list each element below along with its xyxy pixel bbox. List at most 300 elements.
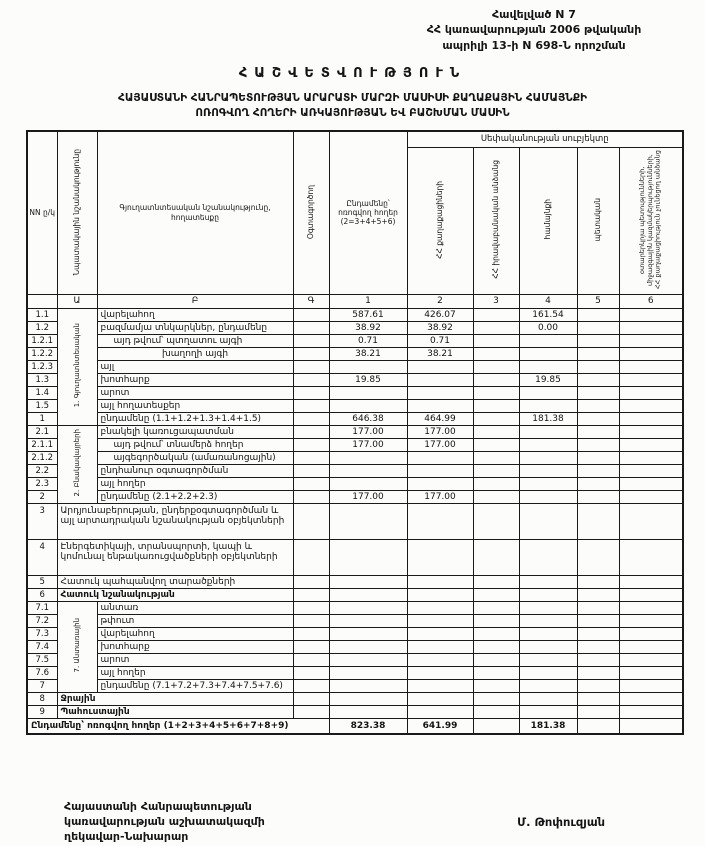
table-row xyxy=(27,640,683,653)
value-cell-3 xyxy=(473,412,519,425)
value-cell-2: 177.00 xyxy=(407,425,473,438)
user-cell xyxy=(293,666,329,679)
value-cell-6 xyxy=(619,503,683,539)
group-label-cell xyxy=(57,601,97,692)
value-cell-5 xyxy=(577,347,619,360)
value-cell-3 xyxy=(473,588,519,601)
header-row-ownership xyxy=(27,131,683,147)
col-header-land-type: Գյուղատնտեսական նշանակությունը, հողատեսքը xyxy=(97,131,293,294)
row-number-cell: 1.1 xyxy=(27,308,57,321)
col-header-legal xyxy=(473,147,519,294)
value-cell-1 xyxy=(329,588,407,601)
row-label-cell: Հատուկ պահպանվող տարածքների xyxy=(57,575,293,588)
value-cell-6 xyxy=(619,614,683,627)
value-cell-1: 38.21 xyxy=(329,347,407,360)
value-cell-3 xyxy=(473,425,519,438)
value-cell-6 xyxy=(619,399,683,412)
value-cell-1 xyxy=(329,705,407,718)
value-cell-3 xyxy=(473,464,519,477)
row-number-cell: 2.1.2 xyxy=(27,451,57,464)
value-cell-4 xyxy=(519,425,577,438)
value-cell-6 xyxy=(619,451,683,464)
user-cell xyxy=(293,588,329,601)
signature-title-line-2: կառավարության աշխատակազմի xyxy=(64,814,265,828)
purpose-header-text: Նպատակային նշանակությունը xyxy=(71,148,81,275)
value-cell-4 xyxy=(519,477,577,490)
appendix-block xyxy=(379,7,689,53)
value-cell-3 xyxy=(473,399,519,412)
value-cell-5 xyxy=(577,399,619,412)
user-cell xyxy=(293,627,329,640)
value-cell-5 xyxy=(577,640,619,653)
row-label-cell: բնակելի կառուցապատման xyxy=(97,425,293,438)
row-label-cell: Արդյունաբերության, ընդերքօգտագործման և այլ արտադրական նշանակության օբյեկտների xyxy=(57,503,293,539)
row-number-cell: 1.2 xyxy=(27,321,57,334)
value-cell-5 xyxy=(577,666,619,679)
row-label-cell: թփուտ xyxy=(97,614,293,627)
value-cell-3 xyxy=(473,539,519,575)
letter-cell-2: 2 xyxy=(407,294,473,308)
row-number-cell: 9 xyxy=(27,705,57,718)
row-label-cell: այլ հողեր xyxy=(97,477,293,490)
table-row xyxy=(27,588,683,601)
group-label-cell xyxy=(57,308,97,425)
user-cell xyxy=(293,539,329,575)
row-label-cell: խոտհարք xyxy=(97,373,293,386)
value-cell-6 xyxy=(619,679,683,692)
value-cell-4: 161.54 xyxy=(519,308,577,321)
letter-cell-5: 5 xyxy=(577,294,619,308)
subtitle-line-1: ՀԱՅԱՍՏԱՆԻ ՀԱՆՐԱՊԵՏՈՒԹՅԱՆ ԱՐԱՐԱՏԻ ՄԱՐԶԻ ՄԱՍԻՍԻ ՔԱՂԱՔԱՅԻՆ ՀԱՄԱՅՆՔԻ xyxy=(117,92,588,104)
value-cell-6 xyxy=(619,718,683,734)
value-cell-6 xyxy=(619,360,683,373)
value-cell-2: 464.99 xyxy=(407,412,473,425)
value-cell-6 xyxy=(619,653,683,666)
row-number-cell: 7.4 xyxy=(27,640,57,653)
value-cell-4 xyxy=(519,451,577,464)
value-cell-4 xyxy=(519,640,577,653)
table-row xyxy=(27,477,683,490)
row-label-cell: Էներգետիկայի, տրանսպորտի, կապի և կոմունալ ենթակառուցվածքների օբյեկտների xyxy=(57,539,293,575)
value-cell-3 xyxy=(473,347,519,360)
table-row xyxy=(27,360,683,373)
row-number-cell: 1.3 xyxy=(27,373,57,386)
row-label-cell: ընդամենը (1.1+1.2+1.3+1.4+1.5) xyxy=(97,412,293,425)
row-label-cell: վարելահող xyxy=(97,308,293,321)
value-cell-5 xyxy=(577,412,619,425)
value-cell-2 xyxy=(407,373,473,386)
value-cell-3 xyxy=(473,490,519,503)
value-cell-1 xyxy=(329,399,407,412)
value-cell-6 xyxy=(619,601,683,614)
group-label-cell xyxy=(57,425,97,503)
signature-title xyxy=(64,800,265,845)
table-row xyxy=(27,503,683,539)
group-label: 7. Անտառային xyxy=(72,617,81,673)
value-cell-1 xyxy=(329,539,407,575)
value-cell-4 xyxy=(519,464,577,477)
table-row xyxy=(27,347,683,360)
user-cell xyxy=(293,308,329,321)
table-row xyxy=(27,412,683,425)
value-cell-2: 177.00 xyxy=(407,490,473,503)
value-cell-4: 181.38 xyxy=(519,718,577,734)
value-cell-5 xyxy=(577,386,619,399)
value-cell-4 xyxy=(519,679,577,692)
table-row xyxy=(27,438,683,451)
user-cell xyxy=(293,464,329,477)
value-cell-5 xyxy=(577,705,619,718)
table-row xyxy=(27,373,683,386)
value-cell-5 xyxy=(577,679,619,692)
value-cell-3 xyxy=(473,666,519,679)
row-label-cell: խոտհարք xyxy=(97,640,293,653)
value-cell-3 xyxy=(473,321,519,334)
value-cell-3 xyxy=(473,575,519,588)
row-number-cell: 1 xyxy=(27,412,57,425)
value-cell-1 xyxy=(329,464,407,477)
value-cell-2 xyxy=(407,601,473,614)
col-header-community xyxy=(519,147,577,294)
table-row xyxy=(27,451,683,464)
row-number-cell: 7.6 xyxy=(27,666,57,679)
value-cell-2 xyxy=(407,451,473,464)
subtitle-line-2: ՈՌՈԳՎՈՂ ՀՈՂԵՐԻ ԱՌԿԱՅՈՒԹՅԱՆ ԵՎ ԲԱՇԽՄԱՆ ՄԱՍԻՆ xyxy=(195,107,510,120)
value-cell-4 xyxy=(519,588,577,601)
value-cell-5 xyxy=(577,588,619,601)
value-cell-6 xyxy=(619,490,683,503)
row-label-cell: խաղողի այգի xyxy=(97,347,293,360)
value-cell-1 xyxy=(329,503,407,539)
row-number-cell: 2.3 xyxy=(27,477,57,490)
value-cell-4 xyxy=(519,627,577,640)
value-cell-3 xyxy=(473,334,519,347)
value-cell-2 xyxy=(407,477,473,490)
value-cell-2 xyxy=(407,627,473,640)
value-cell-5 xyxy=(577,373,619,386)
row-label-cell: Պահուստային xyxy=(57,705,293,718)
value-cell-4 xyxy=(519,334,577,347)
user-cell xyxy=(293,451,329,464)
row-label-cell: Ջրային xyxy=(57,692,293,705)
value-cell-4 xyxy=(519,614,577,627)
letter-cell-6: 6 xyxy=(619,294,683,308)
row-number-cell: 5 xyxy=(27,575,57,588)
user-cell xyxy=(293,334,329,347)
value-cell-4 xyxy=(519,653,577,666)
value-cell-3 xyxy=(473,601,519,614)
row-label-cell: ընդհանուր օգտագործման xyxy=(97,464,293,477)
col-header-citizens xyxy=(407,147,473,294)
value-cell-6 xyxy=(619,627,683,640)
table-row xyxy=(27,334,683,347)
community-header-text: համայնքի xyxy=(542,199,552,240)
value-cell-6 xyxy=(619,588,683,601)
value-cell-2 xyxy=(407,614,473,627)
user-cell xyxy=(293,640,329,653)
user-cell xyxy=(293,386,329,399)
value-cell-6 xyxy=(619,321,683,334)
value-cell-2 xyxy=(407,503,473,539)
letter-cell-empty xyxy=(27,294,57,308)
value-cell-3 xyxy=(473,373,519,386)
letter-cell-g: Գ xyxy=(293,294,329,308)
value-cell-5 xyxy=(577,614,619,627)
value-cell-6 xyxy=(619,412,683,425)
user-cell xyxy=(293,438,329,451)
row-number-cell: 1.2.1 xyxy=(27,334,57,347)
table-row xyxy=(27,679,683,692)
value-cell-3 xyxy=(473,640,519,653)
value-cell-2: 38.92 xyxy=(407,321,473,334)
col-header-purpose xyxy=(57,131,97,294)
value-cell-1 xyxy=(329,653,407,666)
row-label-cell: այգեգործական (ամառանոցային) xyxy=(97,451,293,464)
user-cell xyxy=(293,399,329,412)
value-cell-2 xyxy=(407,679,473,692)
value-cell-1 xyxy=(329,627,407,640)
legal-header-text: ՀՀ իրավաբանական անձանց xyxy=(490,160,500,279)
user-cell xyxy=(293,477,329,490)
value-cell-2 xyxy=(407,666,473,679)
row-number-cell: 2 xyxy=(27,490,57,503)
value-cell-5 xyxy=(577,490,619,503)
group-label: 1. Գյուղատնտեսական xyxy=(72,322,81,408)
row-label-cell: այլ հողեր xyxy=(97,666,293,679)
value-cell-4: 19.85 xyxy=(519,373,577,386)
value-cell-1 xyxy=(329,601,407,614)
value-cell-3 xyxy=(473,503,519,539)
value-cell-1 xyxy=(329,477,407,490)
user-cell xyxy=(293,679,329,692)
value-cell-1: 177.00 xyxy=(329,490,407,503)
value-cell-1: 0.71 xyxy=(329,334,407,347)
value-cell-6 xyxy=(619,334,683,347)
row-number-cell: 7.2 xyxy=(27,614,57,627)
value-cell-5 xyxy=(577,653,619,666)
value-cell-5 xyxy=(577,360,619,373)
report-table xyxy=(26,130,684,735)
value-cell-2: 38.21 xyxy=(407,347,473,360)
value-cell-1 xyxy=(329,575,407,588)
value-cell-6 xyxy=(619,386,683,399)
value-cell-1: 587.61 xyxy=(329,308,407,321)
value-cell-5 xyxy=(577,503,619,539)
value-cell-5 xyxy=(577,692,619,705)
row-number-cell: 1.4 xyxy=(27,386,57,399)
value-cell-4 xyxy=(519,539,577,575)
value-cell-2 xyxy=(407,575,473,588)
value-cell-5 xyxy=(577,308,619,321)
row-label-cell: վարելահող xyxy=(97,627,293,640)
value-cell-5 xyxy=(577,718,619,734)
value-cell-1 xyxy=(329,451,407,464)
value-cell-5 xyxy=(577,334,619,347)
user-cell xyxy=(293,321,329,334)
signature-name: Մ. Թոփուզյան xyxy=(517,815,605,830)
value-cell-2: 177.00 xyxy=(407,438,473,451)
row-label-cell: Հատուկ նշանակության xyxy=(57,588,293,601)
table-row xyxy=(27,666,683,679)
value-cell-2: 0.71 xyxy=(407,334,473,347)
value-cell-3 xyxy=(473,360,519,373)
row-label-cell: արոտ xyxy=(97,653,293,666)
row-label-cell: արոտ xyxy=(97,386,293,399)
table-row xyxy=(27,308,683,321)
value-cell-2 xyxy=(407,464,473,477)
value-cell-3 xyxy=(473,477,519,490)
value-cell-4 xyxy=(519,575,577,588)
value-cell-4: 0.00 xyxy=(519,321,577,334)
value-cell-3 xyxy=(473,653,519,666)
row-label-cell: այլ xyxy=(97,360,293,373)
value-cell-2 xyxy=(407,588,473,601)
letter-cell-b: Բ xyxy=(97,294,293,308)
row-number-cell: 2.1.1 xyxy=(27,438,57,451)
row-label-cell: այլ հողատեսքեր xyxy=(97,399,293,412)
table-row xyxy=(27,464,683,477)
foreign-header-text: օտարերկրյա պետությունների, միջազգային կազմակերպությունների, ՀՀ քաղաքացիություն չունեցող անձանց xyxy=(638,150,662,289)
value-cell-1 xyxy=(329,679,407,692)
signature-title-line-1: Հայաստանի Հանրապետության xyxy=(64,800,252,813)
row-number-cell: 2.1 xyxy=(27,425,57,438)
value-cell-3 xyxy=(473,308,519,321)
group-label: 2. Բնակավայրերի xyxy=(72,428,81,497)
col-header-total: Ընդամենը՝ ոռոգվող հողեր (2=3+4+5+6) xyxy=(329,131,407,294)
value-cell-2 xyxy=(407,399,473,412)
value-cell-5 xyxy=(577,575,619,588)
value-cell-6 xyxy=(619,373,683,386)
value-cell-2 xyxy=(407,705,473,718)
letter-cell-a: Ա xyxy=(57,294,97,308)
value-cell-1 xyxy=(329,360,407,373)
table-row xyxy=(27,386,683,399)
letter-cell-4: 4 xyxy=(519,294,577,308)
value-cell-5 xyxy=(577,477,619,490)
value-cell-4 xyxy=(519,438,577,451)
row-number-cell: 4 xyxy=(27,539,57,575)
value-cell-1: 19.85 xyxy=(329,373,407,386)
value-cell-2 xyxy=(407,539,473,575)
value-cell-3 xyxy=(473,718,519,734)
value-cell-1: 646.38 xyxy=(329,412,407,425)
table-row xyxy=(27,705,683,718)
value-cell-6 xyxy=(619,438,683,451)
col-header-user xyxy=(293,131,329,294)
value-cell-2: 426.07 xyxy=(407,308,473,321)
row-number-cell: 7.1 xyxy=(27,601,57,614)
row-number-cell: 7.5 xyxy=(27,653,57,666)
state-header-text: պետական xyxy=(592,197,602,242)
row-number-cell: 6 xyxy=(27,588,57,601)
value-cell-6 xyxy=(619,539,683,575)
user-cell xyxy=(293,653,329,666)
user-cell xyxy=(293,412,329,425)
row-number-cell: 3 xyxy=(27,503,57,539)
value-cell-2 xyxy=(407,386,473,399)
value-cell-6 xyxy=(619,308,683,321)
value-cell-5 xyxy=(577,539,619,575)
value-cell-4 xyxy=(519,666,577,679)
value-cell-6 xyxy=(619,347,683,360)
value-cell-5 xyxy=(577,438,619,451)
table-row xyxy=(27,321,683,334)
value-cell-2 xyxy=(407,640,473,653)
row-number-cell: 7 xyxy=(27,679,57,692)
table-row xyxy=(27,399,683,412)
value-cell-6 xyxy=(619,640,683,653)
report-subtitle xyxy=(0,91,705,121)
value-cell-5 xyxy=(577,451,619,464)
value-cell-3 xyxy=(473,386,519,399)
value-cell-1 xyxy=(329,640,407,653)
value-cell-6 xyxy=(619,464,683,477)
grand-total-label: Ընդամենը՝ ոռոգվող հողեր (1+2+3+4+5+6+7+8+9) xyxy=(27,718,329,734)
value-cell-4 xyxy=(519,705,577,718)
value-cell-3 xyxy=(473,679,519,692)
value-cell-1 xyxy=(329,614,407,627)
user-cell xyxy=(293,503,329,539)
value-cell-5 xyxy=(577,425,619,438)
grand-total-row xyxy=(27,718,683,734)
signature-title-line-3: ղեկավար-Նախարար xyxy=(64,829,189,843)
value-cell-1: 177.00 xyxy=(329,438,407,451)
value-cell-1 xyxy=(329,386,407,399)
table-row xyxy=(27,614,683,627)
appendix-line-1: Հավելված N 7 xyxy=(492,8,576,21)
table-row xyxy=(27,692,683,705)
letter-cell-1: 1 xyxy=(329,294,407,308)
table-row xyxy=(27,575,683,588)
row-number-cell: 1.5 xyxy=(27,399,57,412)
value-cell-1: 38.92 xyxy=(329,321,407,334)
table-row xyxy=(27,627,683,640)
row-label-cell: անտառ xyxy=(97,601,293,614)
value-cell-3 xyxy=(473,705,519,718)
value-cell-1: 177.00 xyxy=(329,425,407,438)
value-cell-1 xyxy=(329,666,407,679)
report-title: ՀԱՇՎԵՏՎՈՒԹՅՈՒՆ xyxy=(238,66,467,81)
value-cell-6 xyxy=(619,575,683,588)
user-cell xyxy=(293,705,329,718)
value-cell-5 xyxy=(577,627,619,640)
value-cell-2 xyxy=(407,692,473,705)
row-label-cell: այդ թվում՝ տնամերձ հողեր xyxy=(97,438,293,451)
col-header-state xyxy=(577,147,619,294)
row-label-cell: բազմամյա տնկարկներ, ընդամենը xyxy=(97,321,293,334)
value-cell-3 xyxy=(473,627,519,640)
table-row xyxy=(27,425,683,438)
value-cell-5 xyxy=(577,321,619,334)
value-cell-3 xyxy=(473,451,519,464)
value-cell-1: 823.38 xyxy=(329,718,407,734)
user-header-text: Օգտագործող xyxy=(305,184,315,239)
table-row xyxy=(27,539,683,575)
row-number-cell: 2.2 xyxy=(27,464,57,477)
user-cell xyxy=(293,575,329,588)
value-cell-4 xyxy=(519,692,577,705)
user-cell xyxy=(293,614,329,627)
value-cell-5 xyxy=(577,464,619,477)
signature-block xyxy=(64,800,647,845)
ownership-span-header: Սեփականության սուբյեկտը xyxy=(407,131,683,147)
value-cell-6 xyxy=(619,425,683,438)
value-cell-2: 641.99 xyxy=(407,718,473,734)
value-cell-2 xyxy=(407,653,473,666)
user-cell xyxy=(293,601,329,614)
user-cell xyxy=(293,692,329,705)
value-cell-6 xyxy=(619,666,683,679)
